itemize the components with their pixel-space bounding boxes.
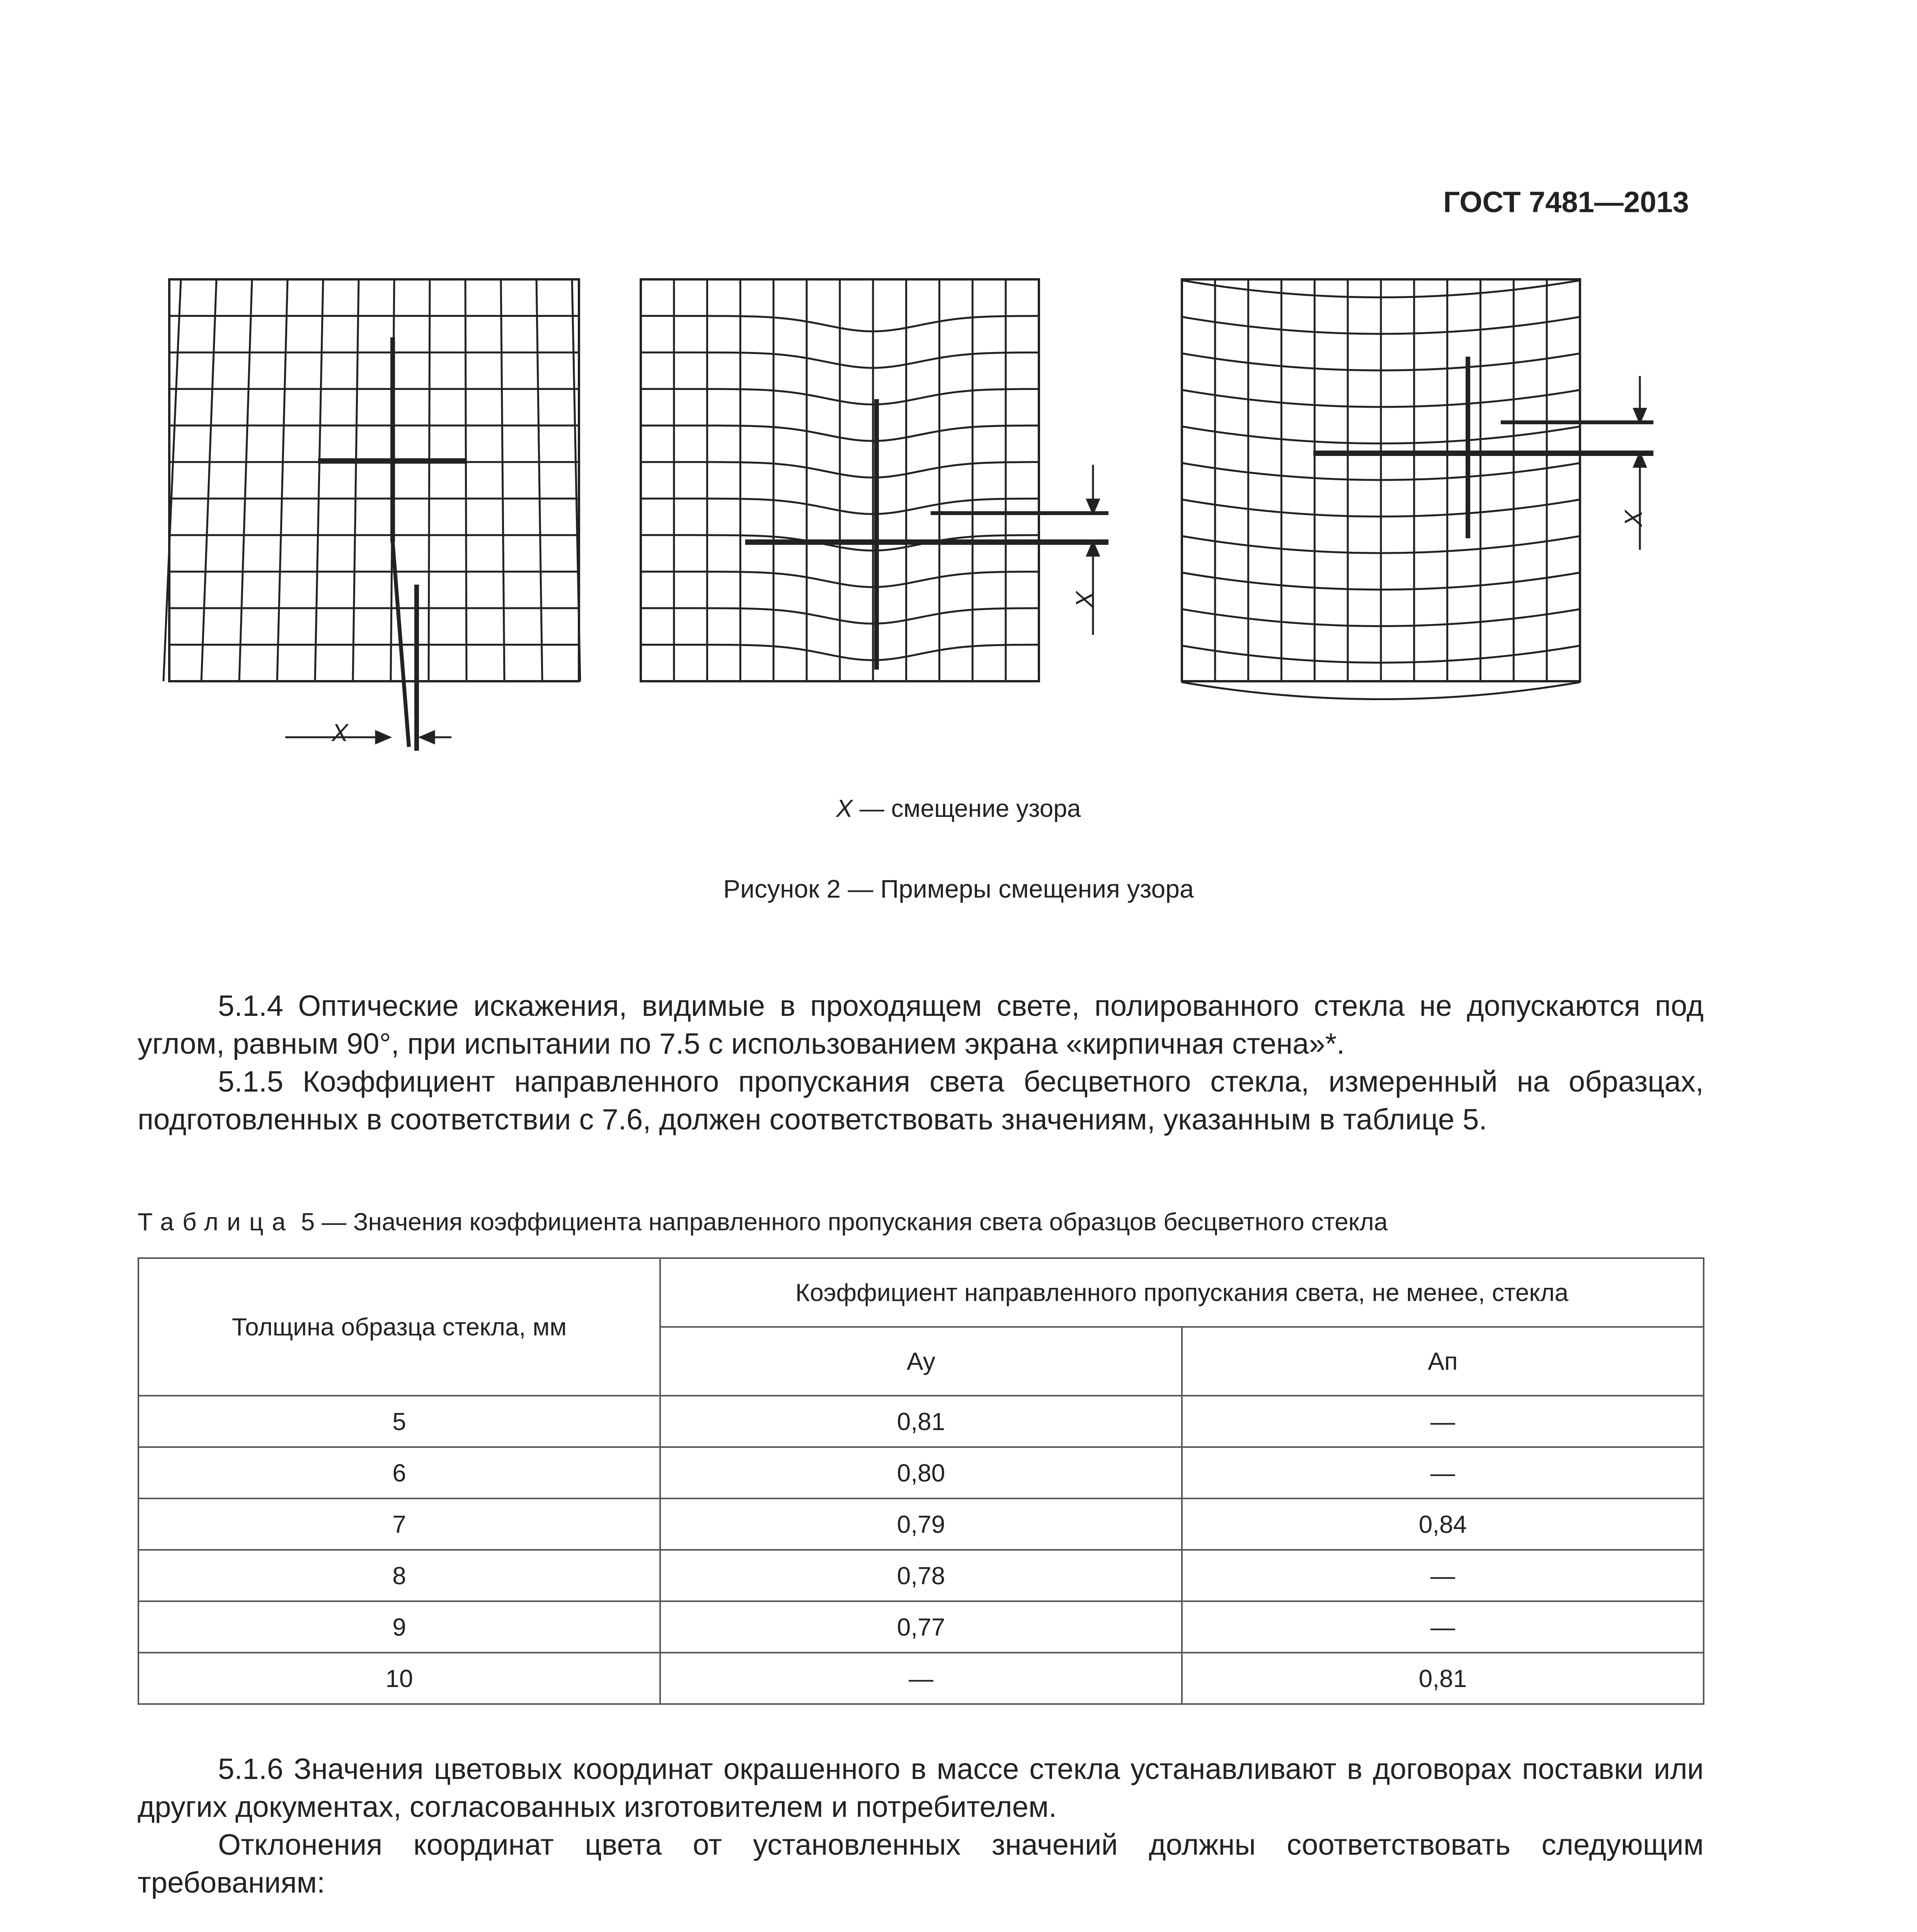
arrowhead [1634, 409, 1646, 422]
legend-symbol: X [836, 794, 853, 822]
grid-line [429, 279, 430, 681]
table-cell: — [1182, 1396, 1704, 1447]
figure-caption: Рисунок 2 — Примеры смещения узора [723, 874, 1194, 903]
table-cell: 8 [138, 1550, 660, 1601]
figure-label-x: X [332, 719, 348, 747]
arrowhead [421, 731, 434, 743]
grid-line [353, 279, 359, 681]
table-cell: 0,77 [660, 1601, 1182, 1653]
sub-header-ap: Ап [1182, 1327, 1704, 1396]
table-caption-prefix: Таблица [138, 1208, 294, 1236]
table-row [138, 1447, 1704, 1498]
paragraph-5-1-6: 5.1.6 Значения цветовых координат окрашенного в массе стекла устанавливают в договорах поставки или других документах, согласованных изготовителем и потребителем. [138, 1753, 1704, 1823]
grid-line [201, 279, 216, 681]
col-header-thickness: Толщина образца стекла, мм [138, 1258, 660, 1396]
grid-line [501, 279, 504, 681]
arrowhead [1087, 500, 1099, 513]
text-block-2 [138, 1750, 1704, 1902]
table-cell: 5 [138, 1396, 660, 1447]
document-header: ГОСТ 7481—2013 [1443, 186, 1689, 219]
table-cell: 6 [138, 1447, 660, 1498]
table-row [138, 1653, 1704, 1704]
grid-line [536, 279, 542, 681]
table-cell: 9 [138, 1601, 660, 1653]
figure-label-x: X [1619, 510, 1647, 527]
legend-text: — смещение узора [853, 794, 1081, 822]
paragraph-5-1-5: 5.1.5 Коэффициент направленного пропускания света бесцветного стекла, измеренный на образцах, подготовленных в соответствии с 7.6, должен соответствовать значениям, указанным в таблице 5. [138, 1065, 1704, 1136]
figure-skewed-grid [169, 279, 579, 759]
grid-line [465, 279, 466, 681]
table-caption-text: 5 — Значения коэффициента направленного пропускания света образцов бесцветного стекла [294, 1208, 1388, 1236]
table-row [138, 1601, 1704, 1653]
grid-border [169, 279, 579, 681]
grid-line [1182, 682, 1580, 699]
arrowhead [376, 731, 390, 743]
table-cell: — [1182, 1550, 1704, 1601]
table-cell: 0,78 [660, 1550, 1182, 1601]
grid-line [277, 279, 288, 681]
sub-header-ay: Ау [660, 1327, 1182, 1396]
col-header-group: Коэффициент направленного пропускания света, не менее, стекла [660, 1258, 1704, 1327]
table-row [138, 1550, 1704, 1601]
figure-legend [0, 794, 1917, 823]
table-cell: 0,79 [660, 1498, 1182, 1550]
table-cell: 0,80 [660, 1447, 1182, 1498]
paragraph-5-1-4: 5.1.4 Оптические искажения, видимые в проходящем свете, полированного стекла не допускаются под углом, равным 90°, при испытании по 7.5 с использованием экрана «кирпичная стена»*. [138, 990, 1704, 1060]
paragraph-5-1-6-deviations: Отклонения координат цвета от установленных значений должны соответствовать следующим требованиям: [138, 1828, 1704, 1899]
table-row [138, 1396, 1704, 1447]
grid-line [163, 279, 181, 681]
table-cell: 0,84 [1182, 1498, 1704, 1550]
table-cell: — [1182, 1601, 1704, 1653]
table-cell: 10 [138, 1653, 660, 1704]
table-5 [138, 1257, 1704, 1705]
table-cell: — [1182, 1447, 1704, 1498]
table-row [138, 1498, 1704, 1550]
table-cell: 7 [138, 1498, 660, 1550]
table-cell: — [660, 1653, 1182, 1704]
text-block-1 [138, 987, 1704, 1139]
table-cell: 0,81 [660, 1396, 1182, 1447]
figure-bowed-grid [1182, 279, 1684, 666]
figure-vertical-wave-grid [641, 279, 1132, 666]
grid-line [239, 279, 252, 681]
table-caption [138, 1208, 1761, 1236]
figure-label-x: X [1071, 591, 1098, 608]
grid-line [315, 279, 323, 681]
table-cell: 0,81 [1182, 1653, 1704, 1704]
